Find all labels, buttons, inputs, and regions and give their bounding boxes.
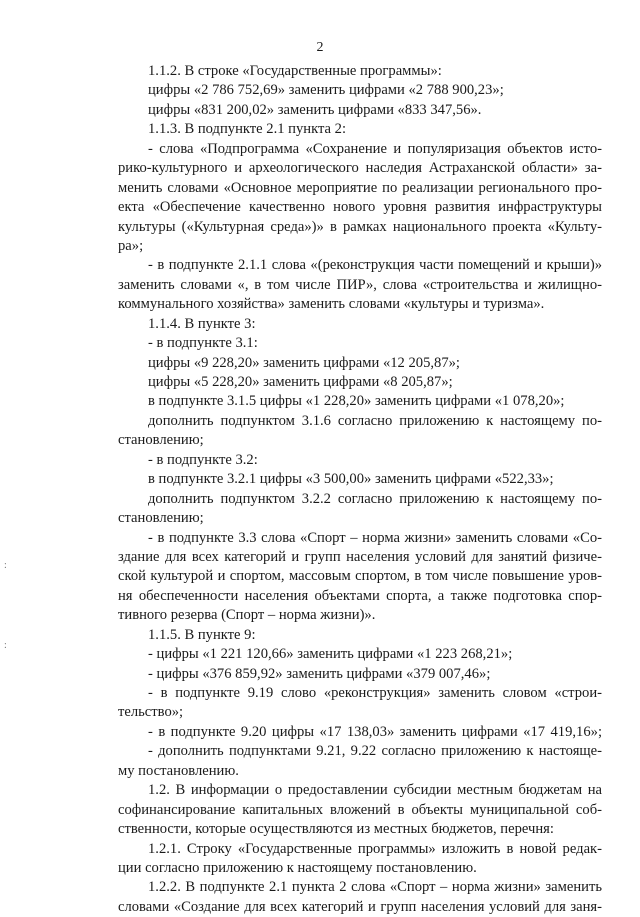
text-line: - цифры «376 859,92» заменить цифрами «379 007,46»; xyxy=(148,665,491,682)
text-line: 1.1.2. В строке «Государственные программы»: xyxy=(148,63,442,79)
text-line: становлению; xyxy=(118,432,204,449)
text-line: заменить словами «, в том числе ПИР», слова «строительства и жилищно- xyxy=(118,276,602,293)
document-body xyxy=(118,62,602,917)
text-line: - в подпункте 9.20 цифры «17 138,03» заменить цифрами «17 419,16»; xyxy=(148,723,602,740)
text-line: в подпункте 3.1.5 цифры «1 228,20» заменить цифрами «1 078,20»; xyxy=(148,393,565,410)
text-line: - в подпункте 9.19 слово «реконструкция» заменить словом «строи- xyxy=(148,685,602,701)
text-line: в подпункте 3.2.1 цифры «3 500,00» заменить цифрами «522,33»; xyxy=(148,471,554,488)
text-line: цифры «831 200,02» заменить цифрами «833 347,56». xyxy=(148,101,482,118)
text-line: тельство»; xyxy=(118,704,184,721)
text-line: культуры («Культурная среда»)» в рамках национального проекта «Культу- xyxy=(118,218,602,235)
text-line: 1.2. В информации о предоставлении субсидии местным бюджетам на xyxy=(148,782,602,799)
text-line: 1.1.4. В пункте 3: xyxy=(148,315,256,332)
text-line: цифры «2 786 752,69» заменить цифрами «2 788 900,23»; xyxy=(148,82,504,99)
text-line: 1.1.3. В подпункте 2.1 пункта 2: xyxy=(148,121,347,138)
text-line: ра»; xyxy=(118,237,144,254)
text-line: ции согласно приложению к настоящему постановлению. xyxy=(118,859,477,876)
text-line: ня обеспеченности населения объектами спорта, а также подготовка спор- xyxy=(118,587,602,604)
text-line: - слова «Подпрограмма «Сохранение и популяризация объектов исто- xyxy=(148,140,602,157)
text-line: 1.2.2. В подпункте 2.1 пункта 2 слова «Спорт – норма жизни» заменить xyxy=(148,879,602,896)
text-line: рико-культурного и археологического наследия Астраханской области» за- xyxy=(118,160,602,177)
text-line: - в подпункте 2.1.1 слова «(реконструкция части помещений и крыши)» xyxy=(148,257,602,274)
text-line: - дополнить подпунктами 9.21, 9.22 согласно приложению к настояще- xyxy=(148,743,602,760)
text-line: софинансирование капитальных вложений в объекты муниципальной соб- xyxy=(118,801,602,818)
text-line: - цифры «1 221 120,66» заменить цифрами «1 223 268,21»; xyxy=(148,646,513,663)
margin-mark: : xyxy=(4,560,7,571)
text-line: 1.1.5. В пункте 9: xyxy=(148,626,256,643)
text-line: менить словами «Основное мероприятие по реализации регионального про- xyxy=(118,179,602,196)
text-line: му постановлению. xyxy=(118,762,239,779)
text-line: здание для всех категорий и групп населения условий для занятий физиче- xyxy=(118,548,602,565)
text-line: словами «Создание для всех категорий и групп населения условий для заня- xyxy=(118,898,602,915)
text-line: коммунального хозяйства» заменить словами «культуры и туризма». xyxy=(118,296,545,313)
text-line: екта «Обеспечение качественно нового уровня развития инфраструктуры xyxy=(118,199,602,216)
margin-mark: : xyxy=(4,640,7,651)
text-line: дополнить подпунктом 3.1.6 согласно приложению к настоящему по- xyxy=(148,412,602,429)
text-line: 1.2.1. Строку «Государственные программы» изложить в новой редак- xyxy=(148,840,602,857)
text-line: - в подпункте 3.3 слова «Спорт – норма жизни» заменить словами «Со- xyxy=(148,529,602,546)
text-line: тивного резерва (Спорт – норма жизни)». xyxy=(118,607,376,624)
page-number: 2 xyxy=(316,40,324,55)
text-line: становлению; xyxy=(118,510,204,527)
text-line: - в подпункте 3.1: xyxy=(148,335,258,352)
text-line: цифры «9 228,20» заменить цифрами «12 205,87»; xyxy=(148,354,460,371)
text-line: дополнить подпунктом 3.2.2 согласно приложению к настоящему по- xyxy=(148,490,602,507)
text-line: цифры «5 228,20» заменить цифрами «8 205,87»; xyxy=(148,374,453,390)
text-line: ской культурой и спортом, массовым спортом, в том числе повышение уров- xyxy=(118,568,602,585)
text-line: - в подпункте 3.2: xyxy=(148,451,258,468)
text-line: ственности, которые осуществляются из местных бюджетов, перечня: xyxy=(118,821,554,838)
